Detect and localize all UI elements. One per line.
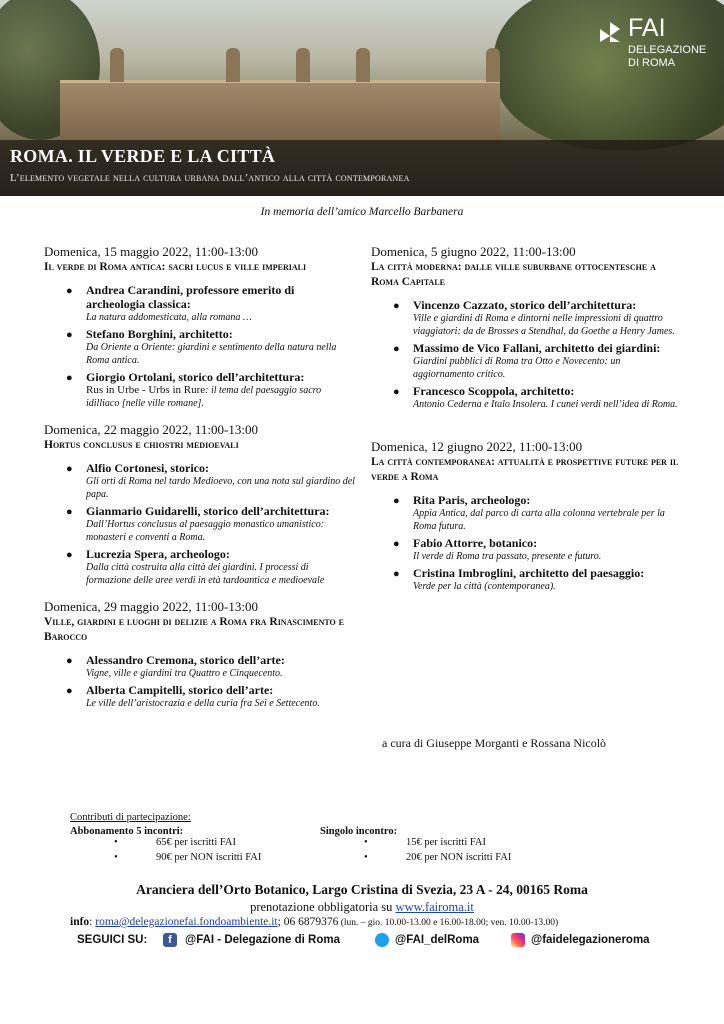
instagram-icon[interactable] bbox=[511, 933, 525, 947]
session bbox=[371, 244, 683, 411]
hours: (lun. – gio. 10.00-13.00 e 16.00-18.00; ven. 10.00-13.00) bbox=[338, 918, 559, 928]
session-date: Domenica, 12 giugno 2022, 11:00-13:00 bbox=[371, 439, 583, 454]
logo-text: FAI bbox=[628, 14, 666, 42]
dedication: In memoria dell’amico Marcello Barbanera bbox=[260, 206, 464, 218]
speaker-name: Giorgio Ortolani, storico dell’architettura: bbox=[86, 370, 305, 384]
statue bbox=[296, 48, 310, 82]
talk-title bbox=[86, 697, 356, 710]
talk-title-text: Appia Antica, dal parco di carta alla colonna vertebrale per la Roma futura. bbox=[413, 508, 665, 532]
list-item bbox=[66, 327, 356, 367]
page-title: ROMA. IL VERDE E LA CITTÀ bbox=[10, 146, 276, 166]
list-item bbox=[66, 683, 356, 710]
speaker-list bbox=[371, 493, 683, 593]
phone: ; 06 6879376 bbox=[277, 916, 339, 928]
statue bbox=[226, 48, 240, 82]
statue bbox=[486, 48, 500, 82]
session-date: Domenica, 15 maggio 2022, 11:00-13:00 bbox=[44, 244, 258, 259]
talk-title-text: Da Oriente a Oriente: giardini e sentimento della natura nella Roma antica. bbox=[86, 342, 337, 366]
talk-title bbox=[413, 507, 683, 533]
booking-text: prenotazione obbligatoria su bbox=[250, 900, 393, 914]
session-title: Hortus conclusus e chiostri medioevali bbox=[44, 439, 239, 451]
speaker-name: Alfio Cortonesi, storico: bbox=[86, 461, 209, 475]
speaker-name: Lucrezia Spera, archeologo: bbox=[86, 547, 230, 561]
bullet-icon: ● bbox=[66, 506, 73, 518]
talk-title bbox=[413, 580, 683, 593]
website-link[interactable]: www.fairoma.it bbox=[395, 900, 474, 914]
talk-title bbox=[413, 312, 683, 338]
speaker-name: Gianmario Guidarelli, storico dell’architettura: bbox=[86, 504, 330, 518]
list-item bbox=[66, 461, 356, 501]
contributions-heading bbox=[70, 812, 191, 823]
bullet-icon: ● bbox=[393, 300, 400, 312]
bullet-icon: ● bbox=[66, 329, 73, 341]
session-date: Domenica, 29 maggio 2022, 11:00-13:00 bbox=[44, 599, 258, 614]
speaker-name: Massimo de Vico Fallani, architetto dei giardini: bbox=[413, 341, 661, 355]
list-item bbox=[66, 547, 356, 587]
info-line: info: roma@delegazionefai.fondoambiente.it; 06 6879376 (lun. – gio. 10.00-13.00 e 16.00-18.00; ven. 10.00-13.00) bbox=[70, 916, 559, 928]
speaker-name: Andrea Carandini, professore emerito di archeologia classica: bbox=[86, 283, 295, 311]
session-title: Ville, giardini e luoghi di delizie a Roma fra Rinascimento e Barocco bbox=[44, 616, 344, 643]
bullet-icon: ● bbox=[66, 549, 73, 561]
bullet-icon: ● bbox=[66, 685, 73, 697]
talk-title bbox=[413, 355, 683, 381]
talk-title-plain: Rus in Urbe - Urbs in Rure bbox=[86, 384, 206, 396]
speaker-name: Alberta Campitelli, storico dell’arte: bbox=[86, 683, 274, 697]
statue bbox=[110, 48, 124, 82]
email-link[interactable]: roma@delegazionefai.fondoambiente.it bbox=[95, 916, 278, 928]
talk-title-text: Vigne, ville e giardini tra Quattro e Cinquecento. bbox=[86, 668, 283, 679]
list-item bbox=[393, 566, 683, 593]
talk-title-text: : il tema del paesaggio sacro idilliaco [nelle ville romane]. bbox=[86, 385, 322, 409]
session-title: La città moderna: dalle ville suburbane ottocentesche a Roma Capitale bbox=[371, 261, 656, 288]
talk-title bbox=[86, 667, 356, 680]
talk-title-text: La natura addomesticata, alla romana … bbox=[86, 312, 252, 323]
facebook-icon[interactable]: f bbox=[163, 933, 177, 947]
header-banner bbox=[0, 0, 724, 196]
booking bbox=[0, 900, 724, 915]
right-column bbox=[371, 244, 683, 605]
talk-title-text: Gli orti di Roma nel tardo Medioevo, con una nota sul giardino del papa. bbox=[86, 476, 355, 500]
list-item bbox=[393, 493, 683, 533]
talk-title-text: Dalla città costruita alla città dei giardini. I processi di formazione delle aree verdi in età tardoantica e medioevale bbox=[86, 562, 325, 586]
talk-title bbox=[413, 398, 683, 411]
facebook-handle[interactable]: @FAI - Delegazione di Roma bbox=[185, 934, 340, 946]
list-item bbox=[66, 283, 356, 324]
info-label: info bbox=[70, 916, 90, 928]
talk-title bbox=[86, 311, 356, 324]
bullet-icon: ● bbox=[66, 655, 73, 667]
speaker-list bbox=[371, 298, 683, 411]
talk-title bbox=[86, 561, 356, 587]
list-item bbox=[66, 653, 356, 680]
talk-title bbox=[86, 518, 356, 544]
logo-line2: DI ROMA bbox=[628, 57, 676, 69]
speaker-name: Francesco Scoppola, architetto: bbox=[413, 384, 575, 398]
session bbox=[44, 244, 356, 410]
bullet-icon: ● bbox=[66, 285, 73, 297]
statue bbox=[356, 48, 370, 82]
single-label: Singolo incontro: bbox=[320, 826, 398, 837]
page-subtitle: L’elemento vegetale nella cultura urbana dall’antico alla città contemporanea bbox=[10, 172, 410, 184]
session bbox=[44, 422, 356, 587]
list-item bbox=[393, 298, 683, 338]
twitter-icon[interactable] bbox=[375, 933, 389, 947]
session-date: Domenica, 22 maggio 2022, 11:00-13:00 bbox=[44, 422, 258, 437]
bullet-icon: ● bbox=[393, 538, 400, 550]
contributions-heading-text: Contributi di partecipazione: bbox=[70, 812, 191, 823]
bullet-icon: ● bbox=[393, 386, 400, 398]
list-item bbox=[66, 370, 356, 410]
session bbox=[44, 599, 356, 710]
talk-title-text: Il verde di Roma tra passato, presente e futuro. bbox=[413, 551, 602, 562]
speaker-name: Cristina Imbroglini, architetto del paesaggio: bbox=[413, 566, 645, 580]
bullet-icon: ● bbox=[66, 372, 73, 384]
session bbox=[371, 439, 683, 593]
subscription-label: Abbonamento 5 incontri: bbox=[70, 826, 184, 837]
twitter-handle[interactable]: @FAI_delRoma bbox=[395, 934, 480, 946]
fai-logo-icon bbox=[598, 20, 622, 44]
speaker-list bbox=[44, 653, 356, 710]
session-title: La città contemporanea: attualità e prospettive future per il verde a Roma bbox=[371, 456, 679, 483]
logo-line1: DELEGAZIONE bbox=[628, 44, 707, 56]
list-item bbox=[393, 341, 683, 381]
single-prices bbox=[320, 826, 550, 867]
price-row: • 90€ per NON iscritti FAI bbox=[114, 852, 262, 863]
list-item bbox=[66, 504, 356, 544]
social-bar bbox=[77, 934, 677, 948]
speaker-list bbox=[44, 283, 356, 410]
price-row: • 15€ per iscritti FAI bbox=[364, 837, 487, 848]
session-date: Domenica, 5 giugno 2022, 11:00-13:00 bbox=[371, 244, 576, 259]
talk-title-text: Dall’Hortus conclusus al paesaggio monastico umanistico: monasteri e conventi a Roma. bbox=[86, 519, 325, 543]
social-label: SEGUICI SU: bbox=[77, 934, 148, 946]
villa-facade bbox=[60, 80, 500, 143]
talk-title-text: Ville e giardini di Roma e dintorni nelle impressioni di quattro viaggiatori: da de Brosses a Stendhal, da Goethe a Henry James. bbox=[413, 313, 675, 337]
session-title: Il verde di Roma antica: sacri lucus e ville imperiali bbox=[44, 261, 307, 273]
bullet-icon: ● bbox=[393, 495, 400, 507]
talk-title bbox=[86, 384, 356, 410]
bullet-icon: ● bbox=[393, 568, 400, 580]
speaker-name: Rita Paris, archeologo: bbox=[413, 493, 531, 507]
price-row: • 20€ per NON iscritti FAI bbox=[364, 852, 512, 863]
speaker-name: Fabio Attorre, botanico: bbox=[413, 536, 538, 550]
speaker-list bbox=[44, 461, 356, 587]
talk-title-text: Verde per la città (contemporanea). bbox=[413, 581, 556, 592]
talk-title bbox=[86, 475, 356, 501]
talk-title-text: Giardini pubblici di Roma tra Otto e Novecento: un aggiornamento critico. bbox=[413, 356, 621, 380]
list-item bbox=[393, 384, 683, 411]
left-column bbox=[44, 244, 356, 722]
talk-title-text: Le ville dell’aristocrazia e della curia fra Sei e Settecento. bbox=[86, 698, 320, 709]
talk-title bbox=[86, 341, 356, 367]
speaker-name: Stefano Borghini, architetto: bbox=[86, 327, 233, 341]
list-item bbox=[393, 536, 683, 563]
bullet-icon: ● bbox=[393, 343, 400, 355]
price-row: • 65€ per iscritti FAI bbox=[114, 837, 237, 848]
talk-title bbox=[413, 550, 683, 563]
instagram-handle[interactable]: @faidelegazioneroma bbox=[531, 934, 650, 946]
speaker-name: Alessandro Cremona, storico dell’arte: bbox=[86, 653, 285, 667]
curators: a cura di Giuseppe Morganti e Rossana Nicolò bbox=[382, 736, 607, 750]
bullet-icon: ● bbox=[66, 463, 73, 475]
talk-title-text: Antonio Cederna e Italo Insolera. I cunei verdi nell’idea di Roma. bbox=[413, 399, 678, 410]
speaker-name: Vincenzo Cazzato, storico dell’architettura: bbox=[413, 298, 637, 312]
venue: Aranciera dell’Orto Botanico, Largo Cristina di Svezia, 23 A - 24, 00165 Roma bbox=[136, 882, 588, 897]
subscription-prices bbox=[70, 826, 300, 867]
